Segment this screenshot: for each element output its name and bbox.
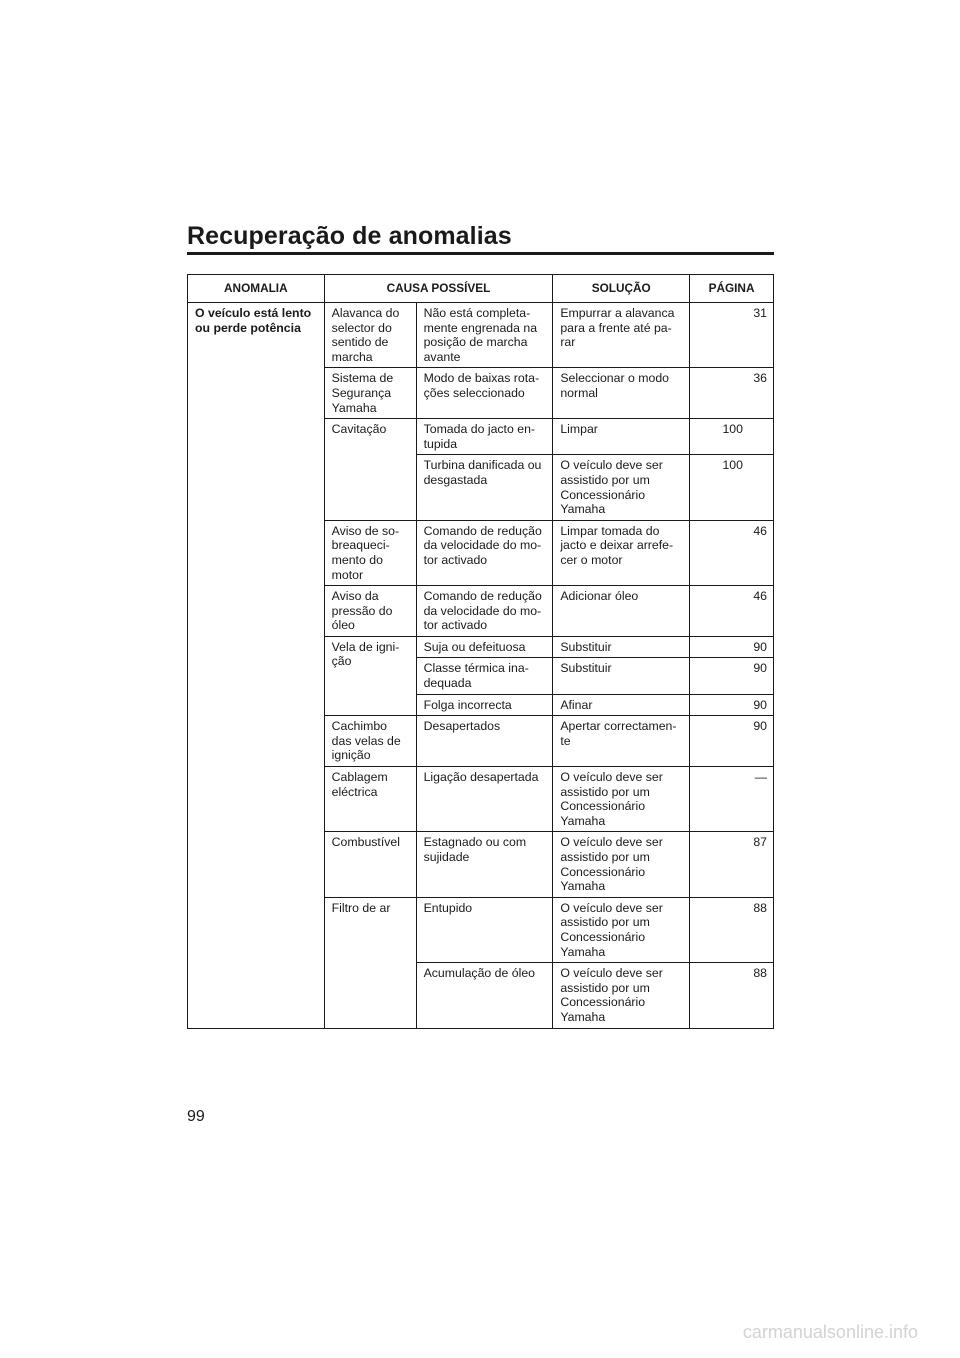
page-title: Recuperação de anomalias (187, 222, 512, 250)
solution-cell: O veículo deve ser assistido por um Concessionário Yamaha (553, 455, 690, 520)
header-solucao: SOLUÇÃO (553, 275, 690, 303)
solution-cell: Seleccionar o modo normal (553, 368, 690, 419)
solution-cell: Empurrar a alavanca para a frente até pa- rar (553, 303, 690, 368)
page-cell: 31 (690, 303, 774, 368)
cause-cell: Cablagem eléctrica (324, 767, 416, 832)
anomaly-cell: O veículo está lento ou perde potência (188, 303, 325, 1029)
detail-cell: Tomada do jacto en- tupida (416, 419, 553, 455)
detail-cell: Comando de redução da velocidade do mo- tor activado (416, 586, 553, 637)
solution-cell: Substituir (553, 658, 690, 694)
detail-cell: Entupido (416, 897, 553, 962)
cause-cell: Sistema de Segurança Yamaha (324, 368, 416, 419)
solution-cell: Adicionar óleo (553, 586, 690, 637)
solution-cell: Limpar tomada do jacto e deixar arrefe- cer o motor (553, 520, 690, 585)
cause-cell: Alavanca do selector do sentido de marcha (324, 303, 416, 368)
troubleshooting-table (187, 274, 774, 1029)
detail-cell: Acumulação de óleo (416, 963, 553, 1028)
cause-cell: Filtro de ar (324, 897, 416, 1028)
solution-cell: Limpar (553, 419, 690, 455)
page-cell: 88 (690, 963, 774, 1028)
detail-cell: Suja ou defeituosa (416, 636, 553, 658)
cause-cell: Combustível (324, 832, 416, 897)
title-rule (187, 252, 774, 255)
detail-cell: Classe térmica ina- dequada (416, 658, 553, 694)
page-cell: 90 (690, 694, 774, 716)
page-cell: 100 (690, 455, 774, 520)
page-cell: 46 (690, 586, 774, 637)
cause-cell: Aviso de so- breaqueci- mento do motor (324, 520, 416, 585)
detail-cell: Desapertados (416, 716, 553, 767)
detail-cell: Ligação desapertada (416, 767, 553, 832)
solution-cell: Apertar correctamen- te (553, 716, 690, 767)
watermark: carmanualsonline.info (742, 1322, 918, 1342)
solution-cell: O veículo deve ser assistido por um Concessionário Yamaha (553, 832, 690, 897)
cause-cell: Cavitação (324, 419, 416, 521)
header-causa-possivel: CAUSA POSSÍVEL (324, 275, 553, 303)
page-cell: 90 (690, 658, 774, 694)
table-body (188, 303, 774, 1029)
page-cell: 90 (690, 636, 774, 658)
table-row (188, 303, 774, 368)
page-cell: — (690, 767, 774, 832)
cause-cell: Cachimbo das velas de ignição (324, 716, 416, 767)
solution-cell: Substituir (553, 636, 690, 658)
page-cell: 36 (690, 368, 774, 419)
solution-cell: O veículo deve ser assistido por um Concessionário Yamaha (553, 963, 690, 1028)
cause-cell: Vela de igni- ção (324, 636, 416, 715)
detail-cell: Folga incorrecta (416, 694, 553, 716)
cause-cell: Aviso da pressão do óleo (324, 586, 416, 637)
detail-cell: Turbina danificada ou desgastada (416, 455, 553, 520)
page-cell: 87 (690, 832, 774, 897)
page-cell: 88 (690, 897, 774, 962)
page-number: 99 (187, 1108, 205, 1125)
detail-cell: Modo de baixas rota- ções seleccionado (416, 368, 553, 419)
page-cell: 46 (690, 520, 774, 585)
detail-cell: Não está completa- mente engrenada na posição de marcha avante (416, 303, 553, 368)
header-pagina: PÁGINA (690, 275, 774, 303)
table-header-row (188, 275, 774, 303)
page-cell: 100 (690, 419, 774, 455)
detail-cell: Comando de redução da velocidade do mo- tor activado (416, 520, 553, 585)
solution-cell: O veículo deve ser assistido por um Concessionário Yamaha (553, 767, 690, 832)
header-anomalia: ANOMALIA (188, 275, 325, 303)
detail-cell: Estagnado ou com sujidade (416, 832, 553, 897)
solution-cell: Afinar (553, 694, 690, 716)
page-cell: 90 (690, 716, 774, 767)
solution-cell: O veículo deve ser assistido por um Concessionário Yamaha (553, 897, 690, 962)
